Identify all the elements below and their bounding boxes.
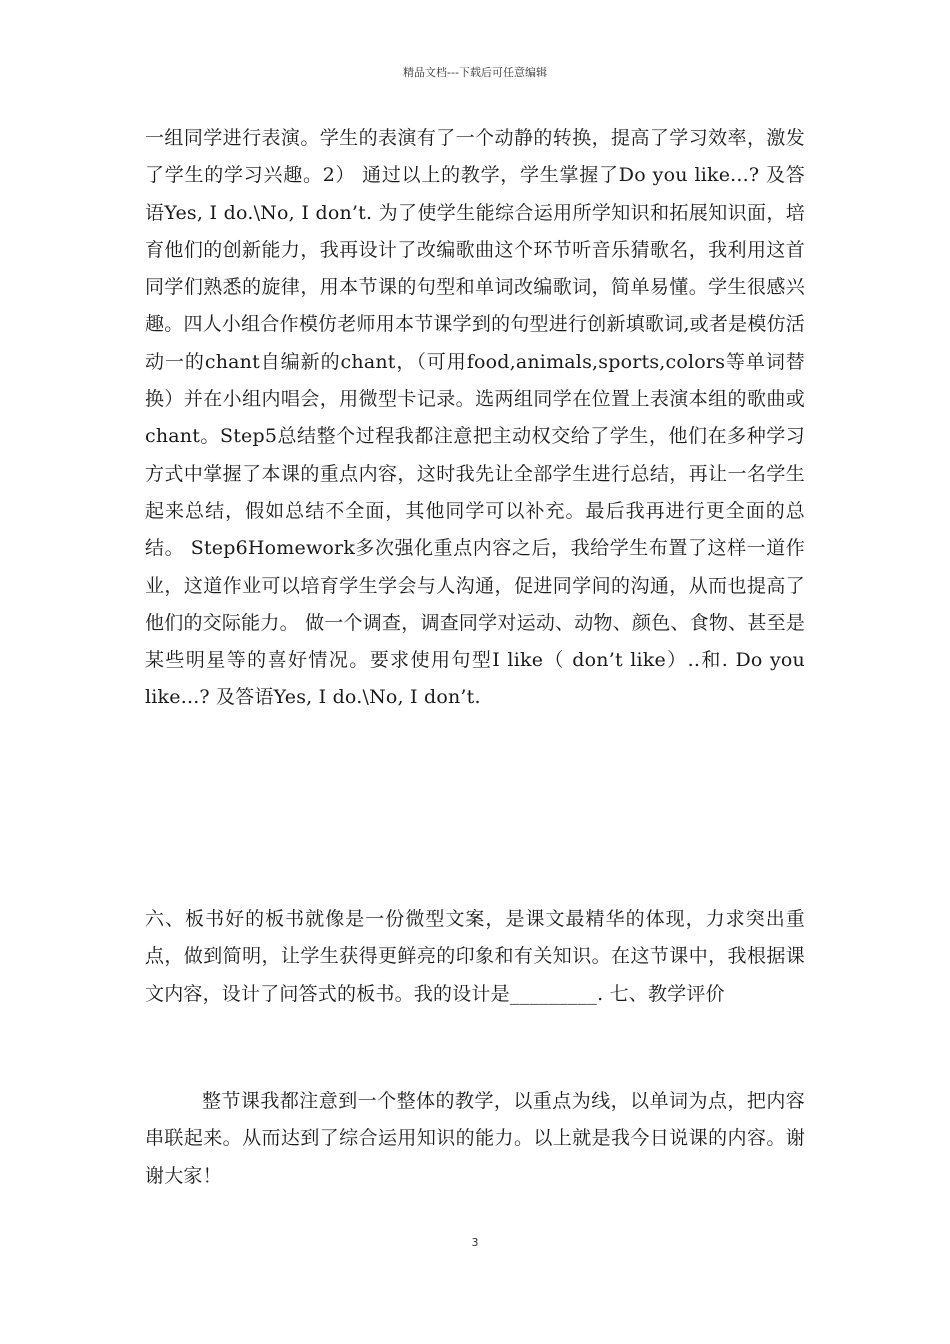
- page-header: 精品文档---下载后可任意编辑: [403, 66, 547, 79]
- body-paragraph-1: 一组同学进行表演。学生的表演有了一个动静的转换，提高了学习效率，激发了学生的学习兴趣。2） 通过以上的教学，学生掌握了Do you like...? 及答语Yes, I do.\No, I don’t. 为了使学生能综合运用所学知识和拓展知识面，培育他们的创新能力，我再设计了改编歌曲这个环节听音乐猜歌名，我利用这首同学们熟悉的旋律，用本节课的句型和单词改编歌词，简单易懂。学生很感兴趣。四人小组合作模仿老师用本节课学到的句型进行创新填歌词,或者是模仿活动一的chant自编新的chant，（可用food,animals,sports,colors等单词替换）并在小组内唱会，用微型卡记录。选两组同学在位置上表演本组的歌曲或chant。Step5总结整个过程我都注意把主动权交给了学生，他们在多种学习方式中掌握了本课的重点内容，这时我先让全部学生进行总结，再让一名学生起来总结，假如总结不全面，其他同学可以补充。最后我再进行更全面的总结。 Step6Homework多次强化重点内容之后，我给学生布置了这样一道作业，这道作业可以培育学生学会与人沟通，促进同学间的沟通，从而也提高了他们的交际能力。 做一个调查，调查同学对运动、动物、颜色、食物、甚至是某些明星等的喜好情况。要求使用句型I like（ don’t like）..和. Do you like...? 及答语Yes, I do.\No, I don’t.: [145, 127, 805, 709]
- body-paragraph-3: 整节课我都注意到一个整体的教学，以重点为线，以单词为点，把内容串联起来。从而达到了综合运用知识的能力。以上就是我今日说课的内容。谢谢大家！: [145, 1090, 805, 1187]
- body-paragraph-2: 六、板书好的板书就像是一份微型文案，是课文最精华的体现，力求突出重点，做到简明，让学生获得更鲜亮的印象和有关知识。在这节课中，我根据课文内容，设计了问答式的板书。我的设计是_________. 七、教学评价: [145, 908, 805, 1005]
- page-number: 3: [471, 1236, 479, 1249]
